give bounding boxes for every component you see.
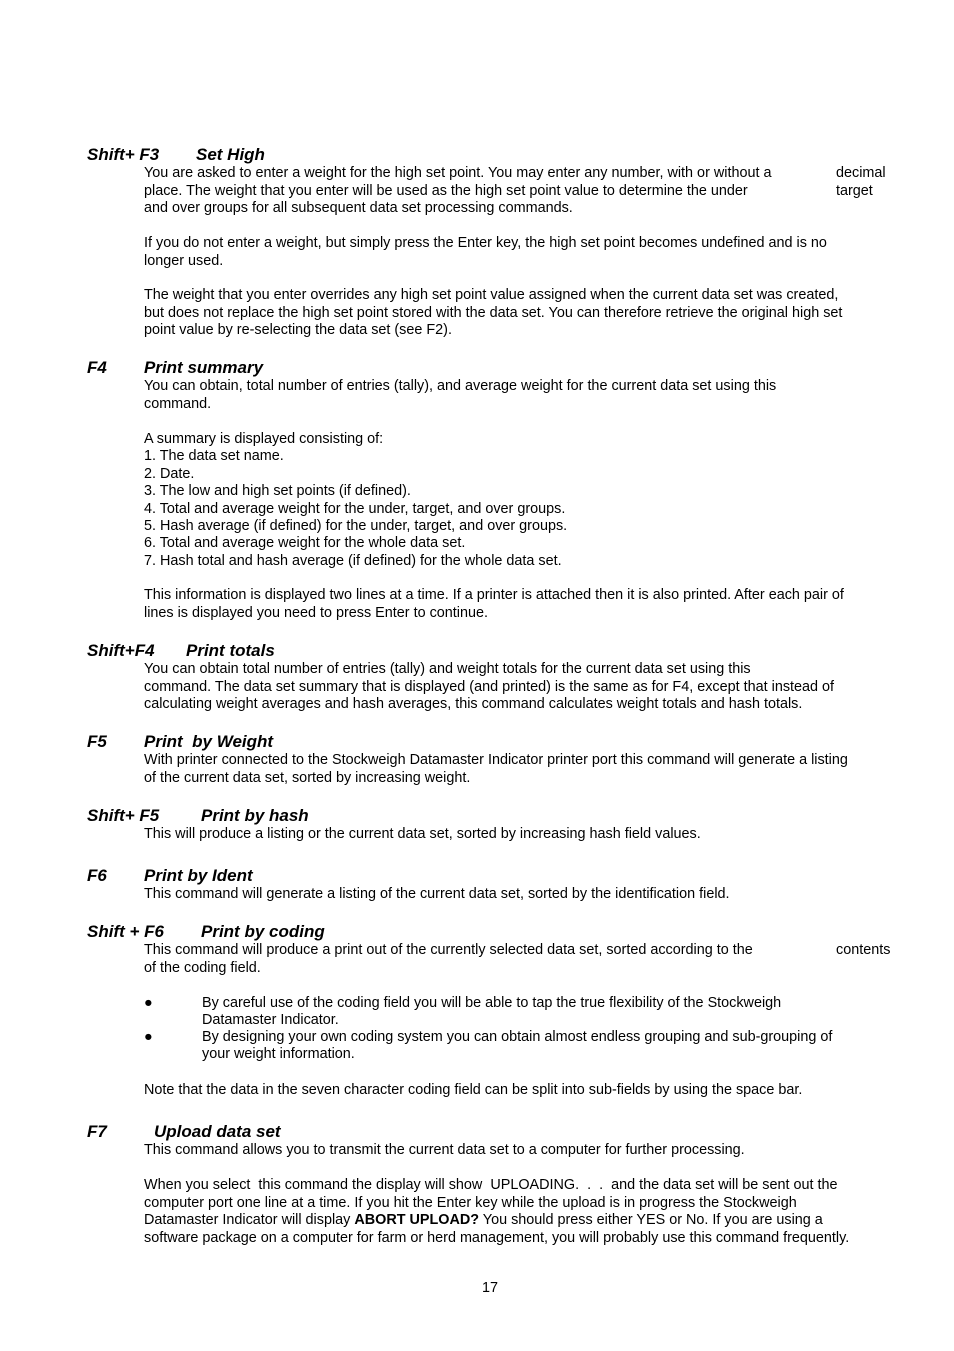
text-line: and over groups for all subsequent data set processing commands. (144, 200, 573, 217)
section-key: F4 (87, 358, 107, 377)
bullet-dot: ● (144, 1029, 153, 1045)
section-key: Shift+F4 (87, 641, 155, 660)
list-item: 5. Hash average (if defined) for the under, target, and over groups. (144, 518, 568, 535)
section-key: F6 (87, 866, 107, 885)
text-line: but does not replace the high set point stored with the data set. You can therefore retrieve the original high set (144, 304, 843, 321)
section-title: Upload data set (154, 1122, 281, 1141)
text-line: point value by re-selecting the data set (see F2). (144, 322, 452, 339)
text-line: When you select this command the display will show UPLOADING. . . and the data set will be sent out the (144, 1177, 838, 1193)
section-key: F5 (87, 732, 107, 751)
text-line: place. The weight that you enter will be used as the high set point value to determine the under target (144, 182, 873, 199)
paragraph (144, 587, 896, 622)
text-line: This will produce a listing or the current data set, sorted by increasing hash field values. (144, 826, 701, 842)
text-line: longer used. (144, 252, 224, 269)
text-line: You can obtain total number of entries (tally) and weight totals for the current data set using this (144, 661, 751, 677)
paragraph (144, 886, 896, 904)
paragraph (144, 287, 896, 340)
section-title: Print by hash (201, 806, 309, 825)
text-line: computer port one line at a time. If you hit the Enter key while the upload is in progress the Stockweigh (144, 1194, 797, 1211)
list-item: 2. Date. (144, 465, 195, 482)
list-item: 6. Total and average weight for the whole data set. (144, 535, 466, 552)
text-line: You are asked to enter a weight for the high set point. You may enter any number, with or without a decimal (144, 165, 886, 181)
section-title: Print totals (186, 641, 275, 660)
bullet-text: By careful use of the coding field you will be able to tap the true flexibility of the Stockweigh Datamaster Indicator. (202, 995, 782, 1029)
paragraph (144, 1177, 896, 1247)
text-line: If you do not enter a weight, but simply press the Enter key, the high set point becomes undefined and is no (144, 235, 827, 251)
section-title: Print by coding (201, 922, 325, 941)
bullet-dot: ● (144, 995, 153, 1011)
paragraph (144, 752, 896, 787)
text-line: software package on a computer for farm or herd management, you will probably use this command frequently. (144, 1229, 850, 1246)
text-line: This command will produce a print out of the currently selected data set, sorted according to the contents (144, 942, 891, 958)
paragraph (144, 661, 896, 714)
text-line: of the coding field. (144, 959, 261, 976)
list-intro: A summary is displayed consisting of: (144, 431, 384, 447)
text-line: lines is displayed you need to press Enter to continue. (144, 604, 488, 621)
section-title: Print by Weight (144, 732, 274, 751)
paragraph (144, 826, 896, 844)
text-line: command. (144, 395, 212, 412)
text-line: With printer connected to the Stockweigh Datamaster Indicator printer port this command will generate a listing (144, 752, 848, 768)
abort-upload-text: ABORT UPLOAD? (354, 1212, 480, 1229)
section-key: Shift+ F5 (87, 806, 160, 825)
paragraph (144, 1142, 896, 1160)
section-key: Shift+ F3 (87, 145, 160, 164)
section-title: Set High (196, 145, 265, 164)
paragraph (144, 942, 896, 977)
list-item: 4. Total and average weight for the under, target, and over groups. (144, 500, 566, 517)
section-key: F7 (87, 1122, 107, 1141)
bullet-text: By designing your own coding system you can obtain almost endless grouping and sub-grouping of your weight information. (202, 1029, 833, 1063)
paragraph (144, 235, 896, 270)
text-line: Note that the data in the seven character coding field can be split into sub-fields by using the space bar. (144, 1082, 803, 1098)
list-item: 1. The data set name. (144, 448, 284, 465)
paragraph (144, 1082, 896, 1100)
paragraph (144, 378, 896, 413)
list-item: 7. Hash total and hash average (if defined) for the whole data set. (144, 552, 562, 569)
text-line: The weight that you enter overrides any high set point value assigned when the current data set was created, (144, 287, 839, 303)
text-line: This command will generate a listing of the current data set, sorted by the identification field. (144, 886, 730, 902)
text-line: Datamaster Indicator will display ABORT UPLOAD? You should press either YES or No. If you are using a (144, 1212, 823, 1229)
paragraph (144, 165, 896, 218)
section-title: Print summary (144, 358, 264, 377)
text-line: This information is displayed two lines at a time. If a printer is attached then it is also printed. After each pair of (144, 587, 844, 603)
text-line: This command allows you to transmit the current data set to a computer for further processing. (144, 1142, 745, 1158)
section-key: Shift + F6 (87, 922, 164, 941)
text-line: You can obtain, total number of entries (tally), and average weight for the current data set using this (144, 378, 777, 394)
list-item: 3. The low and high set points (if defined). (144, 483, 411, 500)
text-line: calculating weight averages and hash averages, this command calculates weight totals and hash totals. (144, 696, 803, 713)
text-line: of the current data set, sorted by increasing weight. (144, 769, 471, 786)
page-number: 17 (481, 1280, 498, 1296)
section-title: Print by Ident (144, 866, 253, 885)
summary-list (144, 431, 567, 570)
text-line: command. The data set summary that is displayed (and printed) is the same as for F4, except that instead of (144, 678, 835, 695)
